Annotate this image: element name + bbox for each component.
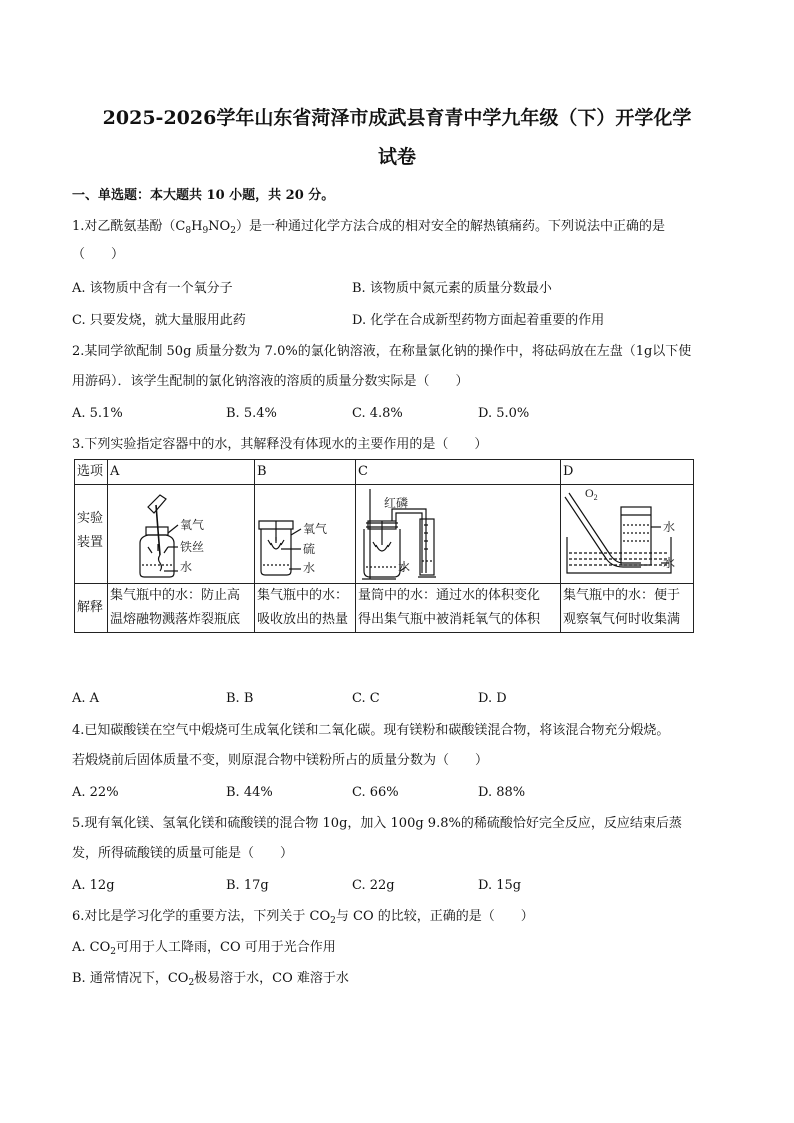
label-a-water: 水 xyxy=(180,560,193,574)
label-b-oxygen: 氧气 xyxy=(303,522,328,536)
q6-option-a: A. $CO_2$可用于人工降雨，CO 可用于光合作用 xyxy=(72,940,336,957)
q5-option-d: D. 15g xyxy=(478,878,522,893)
exam-title-line1: 2025-2026学年山东省菏泽市成武县育青中学九年级（下）开学化学 xyxy=(102,107,692,129)
table-header-option: 选项 xyxy=(75,460,108,485)
q3-option-a: A. A xyxy=(72,691,100,706)
question-6-stem: 6.对比是学习化学的重要方法，下列关于 $CO_2$与 CO 的比较，正确的是（ ） xyxy=(72,909,534,926)
label-b-water: 水 xyxy=(303,561,316,575)
label-d-o2: $O_2$ xyxy=(585,486,598,502)
label-b-sulfur: 硫 xyxy=(303,542,316,556)
label-d-water-bottle: 水 xyxy=(663,520,676,534)
q2-option-d: D. 5.0% xyxy=(478,406,530,421)
question-1-blank: （ ） xyxy=(72,247,125,262)
label-c-water: 水 xyxy=(398,560,411,574)
exam-title-line2: 试卷 xyxy=(377,146,416,168)
q6-option-b: B. 通常情况下，$CO_2$极易溶于水，CO 难溶于水 xyxy=(72,971,349,988)
col-c-head: C xyxy=(356,460,561,485)
apparatus-b xyxy=(255,485,356,584)
q2-option-c: C. 4.8% xyxy=(352,406,403,421)
q3-option-c: C. C xyxy=(352,691,380,706)
question-2-line2: 用游码）．该学生配制的氯化钠溶液的溶质的质量分数实际是（ ） xyxy=(72,374,469,389)
explain-d: 集气瓶中的水：便于 观察氧气何时收集满 xyxy=(561,584,694,633)
label-a-iron-wire: 铁丝 xyxy=(180,540,205,554)
col-d-head: D xyxy=(561,460,694,485)
q3-option-d: D. D xyxy=(478,691,507,706)
row-apparatus-label: 实验 装置 xyxy=(75,485,108,584)
q1-option-a: A. 该物质中含有一个氧分子 xyxy=(72,281,233,296)
q4-option-a: A. 22% xyxy=(72,785,119,800)
q3-option-b: B. B xyxy=(226,691,254,706)
apparatus-d xyxy=(561,485,694,584)
label-c-red-phosphorus: 红磷 xyxy=(384,496,409,510)
apparatus-c xyxy=(356,485,561,584)
q1-option-b: B. 该物质中氮元素的质量分数最小 xyxy=(352,281,552,296)
question-4-line2: 若煅烧前后固体质量不变，则原混合物中镁粉所占的质量分数为（ ） xyxy=(72,753,489,768)
row-explain-label: 解释 xyxy=(75,584,108,633)
question-4-line1: 4.已知碳酸镁在空气中煅烧可生成氧化镁和二氧化碳。现有镁粉和碳酸镁混合物，将该混合物充分煅烧。 xyxy=(72,723,670,738)
q2-option-b: B. 5.4% xyxy=(226,406,277,421)
label-d-water-trough: 水 xyxy=(663,556,676,570)
explain-b: 集气瓶中的水： 吸收放出的热量 xyxy=(255,584,356,633)
label-a-oxygen: 氧气 xyxy=(180,518,205,532)
q5-option-b: B. 17g xyxy=(226,878,269,893)
explain-a: 集气瓶中的水：防止高 温熔融物溅落炸裂瓶底 xyxy=(108,584,255,633)
question-3-stem: 3.下列实验指定容器中的水，其解释没有体现水的主要作用的是（ ） xyxy=(72,437,488,452)
section-header: 一、单选题：本大题共 10 小题，共 20 分。 xyxy=(72,188,335,203)
q4-option-d: D. 88% xyxy=(478,785,526,800)
q4-option-c: C. 66% xyxy=(352,785,399,800)
explain-c: 量筒中的水：通过水的体积变化 得出集气瓶中被消耗氧气的体积 xyxy=(356,584,561,633)
q5-option-c: C. 22g xyxy=(352,878,395,893)
col-a-head: A xyxy=(108,460,255,485)
q1-option-d: D. 化学在合成新型药物方面起着重要的作用 xyxy=(352,313,605,328)
question-5-line1: 5.现有氧化镁、氢氧化镁和硫酸镁的混合物 10g，加入 100g 9.8%的稀硫酸恰好完全反应，反应结束后蒸 xyxy=(72,816,682,831)
apparatus-a xyxy=(108,485,255,584)
q5-option-a: A. 12g xyxy=(72,878,115,893)
q1-option-c: C. 只要发烧，就大量服用此药 xyxy=(72,313,246,328)
q2-option-a: A. 5.1% xyxy=(72,406,123,421)
question-2-line1: 2.某同学欲配制 50g 质量分数为 7.0%的氯化钠溶液，在称量氯化钠的操作中，将砝码放在左盘（1g以下使 xyxy=(72,344,692,359)
q4-option-b: B. 44% xyxy=(226,785,273,800)
experiment-table xyxy=(74,459,694,633)
question-1-stem: 1.对乙酰氨基酚$(C_8H_9NO_2)$是一种通过化学方法合成的相对安全的解热镇痛药。下列说法中正确的是 xyxy=(72,219,665,236)
col-b-head: B xyxy=(255,460,356,485)
question-5-line2: 发，所得硫酸镁的质量可能是（ ） xyxy=(72,846,294,861)
